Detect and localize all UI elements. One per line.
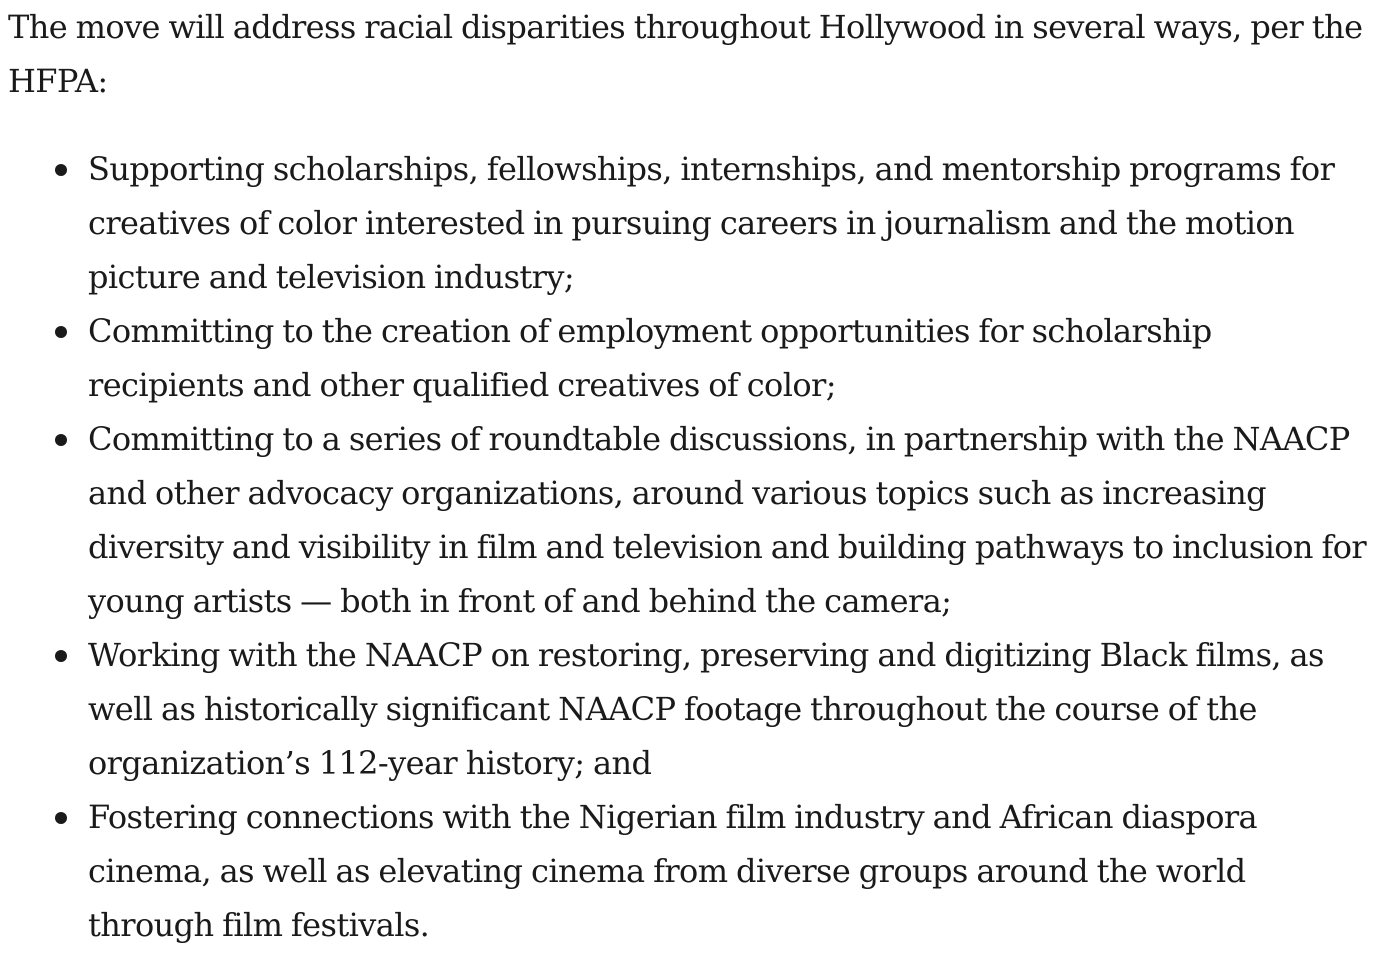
list-item [88, 790, 1372, 952]
bullet-icon [55, 434, 67, 446]
bullet-icon [55, 650, 67, 662]
list-item [88, 412, 1372, 628]
intro-paragraph: The move will address racial disparities throughout Hollywood in several ways, per the HFPA: [8, 8, 1363, 100]
list-item-text: Fostering connections with the Nigerian film industry and African diaspora cinema, as well as elevating cinema from diverse groups around the world through film festivals. [88, 798, 1258, 944]
list-item [88, 628, 1372, 790]
article-body [8, 0, 1372, 952]
list-item-text: Supporting scholarships, fellowships, internships, and mentorship programs for creatives of color interested in pursuing careers in journalism and the motion picture and television industry; [88, 150, 1335, 296]
bullet-icon [55, 326, 67, 338]
list-item [88, 304, 1372, 412]
bullet-icon [55, 164, 67, 176]
list-item [88, 142, 1372, 304]
list-item-text: Committing to a series of roundtable discussions, in partnership with the NAACP and other advocacy organizations, around various topics such as increasing diversity and visibility in film and television and building pathways to inclusion for young artists — both in front of and behind the camera; [88, 420, 1367, 620]
bullet-icon [55, 812, 67, 824]
list-item-text: Working with the NAACP on restoring, preserving and digitizing Black films, as well as historically significant NAACP footage throughout the course of the organization’s 112-year history; and [88, 636, 1324, 782]
initiatives-list [8, 142, 1372, 952]
list-item-text: Committing to the creation of employment opportunities for scholarship recipients and other qualified creatives of color; [88, 312, 1212, 404]
